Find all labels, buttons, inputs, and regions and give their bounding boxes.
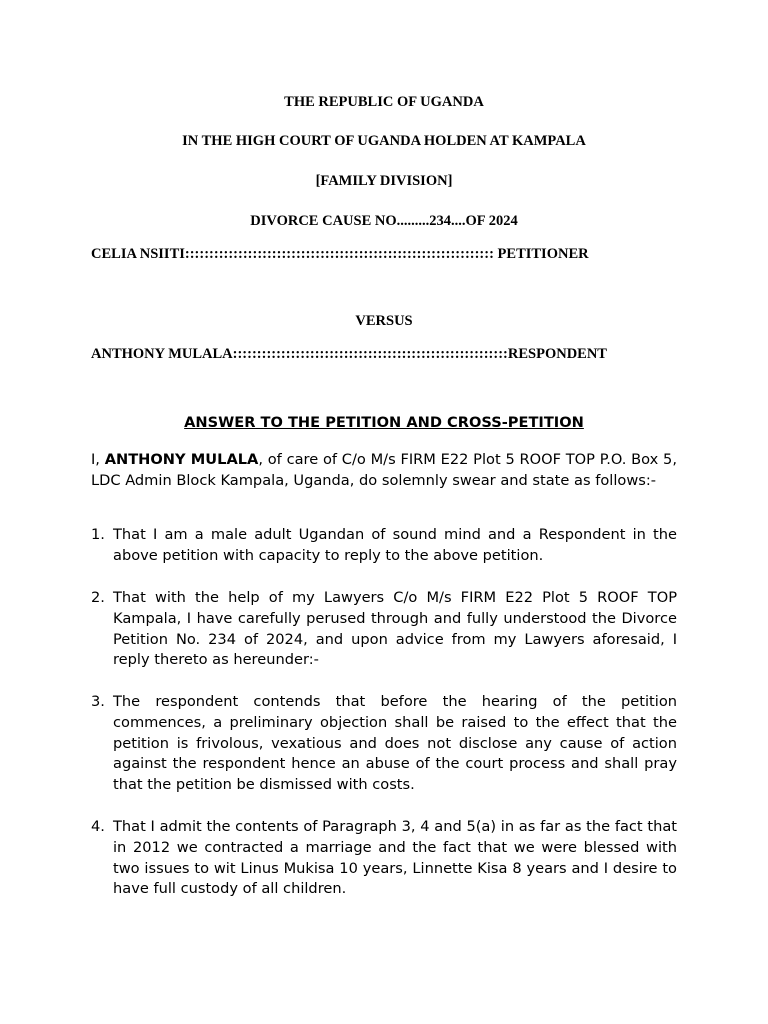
document-title: ANSWER TO THE PETITION AND CROSS-PETITION	[184, 414, 584, 431]
intro-paragraph	[91, 450, 677, 492]
item-number: 2.	[91, 589, 105, 606]
versus-label: VERSUS	[355, 313, 413, 329]
heading-court: IN THE HIGH COURT OF UGANDA HOLDEN AT KAMPALA	[182, 133, 586, 149]
petitioner-line: CELIA NSIITI:::::::::::::::::::::::::::::::::::::::::::::::::::::::::::::::: PETITIONER	[91, 246, 589, 262]
list-item	[91, 525, 677, 567]
heading-republic: THE REPUBLIC OF UGANDA	[284, 94, 484, 110]
list-item	[91, 692, 677, 796]
list-item	[91, 588, 677, 671]
item-text: That I admit the contents of Paragraph 3, 4 and 5(a) in as far as the fact that in 2012 we contracted a marriage and the fact that we were blessed with two issues to wit Linus Mukisa 10 years, Linnette Kisa 8 years and I desire to have full custody of all children.	[113, 818, 677, 898]
list-item	[91, 817, 677, 900]
respondent-line: ANTHONY MULALA:::::::::::::::::::::::::::::::::::::::::::::::::::::::::RESPONDENT	[91, 346, 607, 362]
item-number: 4.	[91, 818, 105, 835]
item-number: 3.	[91, 693, 105, 710]
item-text: That I am a male adult Ugandan of sound mind and a Respondent in the above petition with capacity to reply to the above petition.	[113, 526, 677, 564]
deponent-name: ANTHONY MULALA	[104, 451, 259, 468]
intro-rest: , of care of C/o M/s FIRM E22 Plot 5 ROOF TOP P.O. Box 5, LDC Admin Block Kampala, Uganda, do solemnly swear and state as follows:-	[91, 451, 677, 489]
item-text: The respondent contends that before the hearing of the petition commences, a preliminary objection shall be raised to the effect that the petition is frivolous, vexatious and does not disclose any cause of action against the respondent hence an abuse of the court process and shall pray that the petition be dismissed with costs.	[113, 693, 677, 794]
item-text: That with the help of my Lawyers C/o M/s FIRM E22 Plot 5 ROOF TOP Kampala, I have carefully perused through and fully understood the Divorce Petition No. 234 of 2024, and upon advice from my Lawyers aforesaid, I reply thereto as hereunder:-	[113, 589, 677, 669]
heading-division: [FAMILY DIVISION]	[315, 173, 453, 189]
intro-prefix: I,	[91, 451, 105, 468]
item-number: 1.	[91, 526, 105, 543]
heading-cause-number: DIVORCE CAUSE NO.........234....OF 2024	[250, 213, 518, 229]
